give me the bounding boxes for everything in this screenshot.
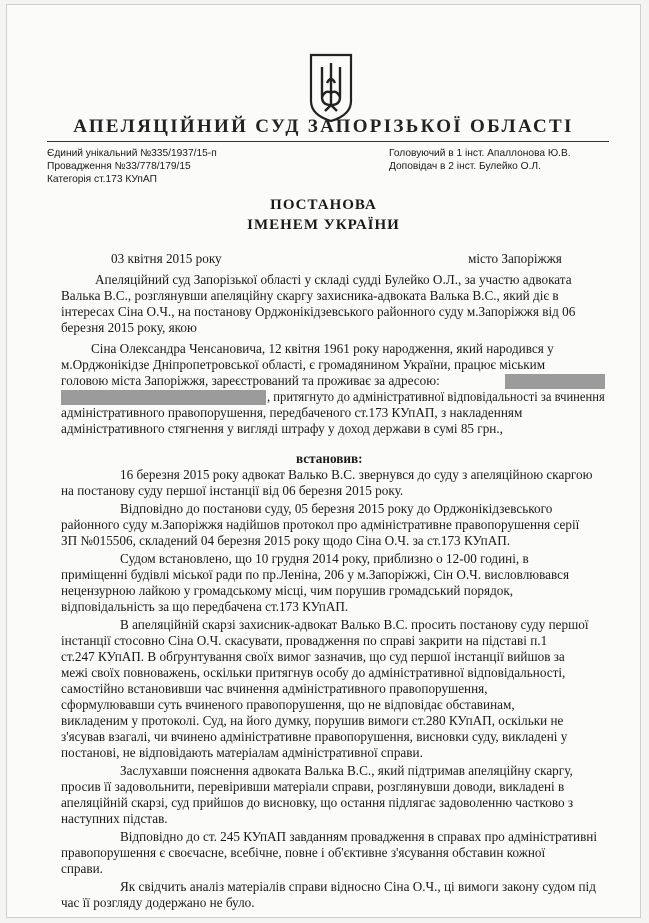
decision-city: місто Запоріжжя bbox=[468, 251, 562, 266]
person-line: , притягнуто до адміністративної відповідальності за вчинення bbox=[267, 389, 605, 404]
case-meta-left bbox=[47, 147, 217, 186]
reporting-judge: Доповідач в 2 інст. Булейко О.Л. bbox=[389, 161, 541, 172]
body-line: апеляційній скарзі, суд прийшов до висновку, що остання підлягає задоволенню частково з bbox=[61, 795, 574, 810]
body-line: В апеляційній скарзі захисник-адвокат Валько В.С. просить постанову суду першої bbox=[120, 617, 589, 632]
body-line: ст.247 КУпАП. В обґрунтування своїх вимог зазначив, що суд першої інстанції вийшов за bbox=[61, 649, 565, 664]
body-line: районного суду м.Запоріжжя надійшов протокол про адміністративне правопорушення серії bbox=[61, 517, 580, 532]
established-heading: встановив: bbox=[296, 451, 363, 466]
body-line: час її розгляду додержано не було. bbox=[61, 895, 255, 910]
case-meta-right bbox=[389, 147, 571, 173]
redacted-address bbox=[505, 374, 605, 389]
person-line: м.Орджонікідзе Дніпропетровської області, є громадянином України, працює міським bbox=[61, 357, 546, 372]
body-line: самостійно встановивши час вчинення адміністративного правопорушення, bbox=[61, 681, 488, 696]
body-line: справи. bbox=[61, 861, 103, 876]
intro-line: березня 2015 року, якою bbox=[61, 320, 197, 335]
body-line: Заслухавши пояснення адвоката Валька В.С., який підтримав апеляційну скаргу, bbox=[120, 763, 573, 778]
case-number: Єдиний унікальний №335/1937/15-п bbox=[47, 148, 217, 159]
body-line: просив її задовольнити, перевіривши матеріали справи, розглянувши доводи, викладені в bbox=[61, 779, 565, 794]
redacted-address bbox=[61, 390, 266, 405]
body-line: відповідальність за що передбачена ст.173 КУпАП. bbox=[61, 599, 349, 614]
body-line: Судом встановлено, що 10 грудня 2014 року, приблизно о 12-00 годині, в bbox=[120, 551, 529, 566]
proceeding-number: Провадження №33/778/179/15 bbox=[47, 161, 191, 172]
body-line: 16 березня 2015 року адвокат Валько В.С. звернувся до суду з апеляційною скаргою bbox=[120, 467, 593, 482]
category: Категорія ст.173 КУпАП bbox=[47, 174, 157, 185]
body-line: постанові, не відповідають матеріалам адміністративної справи. bbox=[61, 745, 423, 760]
body-line: Відповідно до постанови суду, 05 березня 2015 року до Орджонікідзевського bbox=[120, 501, 553, 516]
body-line: на постанову суду першої інстанції від 06 березня 2015 року. bbox=[61, 483, 404, 498]
body-line: наступних підстав. bbox=[61, 811, 168, 826]
decision-date: 03 квітня 2015 року bbox=[111, 251, 222, 266]
intro-line: Апеляційний суд Запорізької області у складі судді Булейко О.Л., за участю адвоката bbox=[95, 272, 572, 287]
presiding-judge: Головуючий в 1 інст. Апаллонова Ю.В. bbox=[389, 148, 571, 159]
header-rule bbox=[47, 141, 609, 142]
person-line: адміністративного правопорушення, передбаченого ст.173 КУпАП, з накладенням bbox=[61, 405, 523, 420]
body-line: сформулювавши суть вчиненого правопорушення, що не відповідає обставинам, bbox=[61, 697, 515, 712]
person-line: Сіна Олександра Ченсановича, 12 квітня 1961 року народження, який народився у bbox=[91, 341, 554, 356]
person-line: адміністративного стягнення у вигляді штрафу у доход держави в сумі 85 грн., bbox=[61, 421, 503, 436]
intro-line: інтересах Сіна О.Ч., на постанову Орджонікідзевського районного суду м.Запоріжжя від 06 bbox=[61, 304, 576, 319]
document-title: ПОСТАНОВА bbox=[270, 197, 377, 213]
court-name: АПЕЛЯЦІЙНИЙ СУД ЗАПОРІЗЬКОЇ ОБЛАСТІ bbox=[73, 116, 574, 137]
body-line: Відповідно до ст. 245 КУпАП завданням провадження в справах про адміністративні bbox=[120, 829, 598, 844]
document-subtitle: ІМЕНЕМ УКРАЇНИ bbox=[247, 217, 400, 233]
body-line: інстанції стосовно Сіна О.Ч. скасувати, провадження по справі закрити на підставі п.1 bbox=[61, 633, 548, 648]
body-line: з'ясував взагалі, чи вчинено адміністративне правопорушення, висновки суду, викладені у bbox=[61, 729, 568, 744]
document-page bbox=[6, 4, 641, 918]
intro-line: Валька В.С., розглянувши апеляційну скаргу захисника-адвоката Валька В.С., який діє в bbox=[61, 288, 559, 303]
body-line: межі своїх повноважень, оскільки притягнув особу до адміністративної відповідальності, bbox=[61, 665, 566, 680]
body-line: Як свідчить аналіз матеріалів справи відносно Сіна О.Ч., ці вимоги закону судом під bbox=[120, 879, 596, 894]
body-line: нецензурною лайкою у громадському місці, чим порушив громадський порядок, bbox=[61, 583, 514, 598]
person-line: головою міста Запоріжжя, зареєстрований та проживає за адресою: bbox=[61, 373, 440, 388]
body-line: ЗП №015506, складений 04 березня 2015 року щодо Сіна О.Ч. за ст.173 КУпАП. bbox=[61, 533, 511, 548]
body-line: викладеним у протоколі. Суд, на його думку, порушив вимоги ст.280 КУпАП, оскільки не bbox=[61, 713, 564, 728]
coat-of-arms-icon bbox=[309, 53, 353, 123]
body-line: приміщенні будівлі міської ради по пр.Леніна, 206 у м.Запоріжжі, Сін О.Ч. висловлювався bbox=[61, 567, 570, 582]
body-line: правопорушення є своєчасне, всебічне, повне і об'єктивне з'ясування обставин кожної bbox=[61, 845, 546, 860]
